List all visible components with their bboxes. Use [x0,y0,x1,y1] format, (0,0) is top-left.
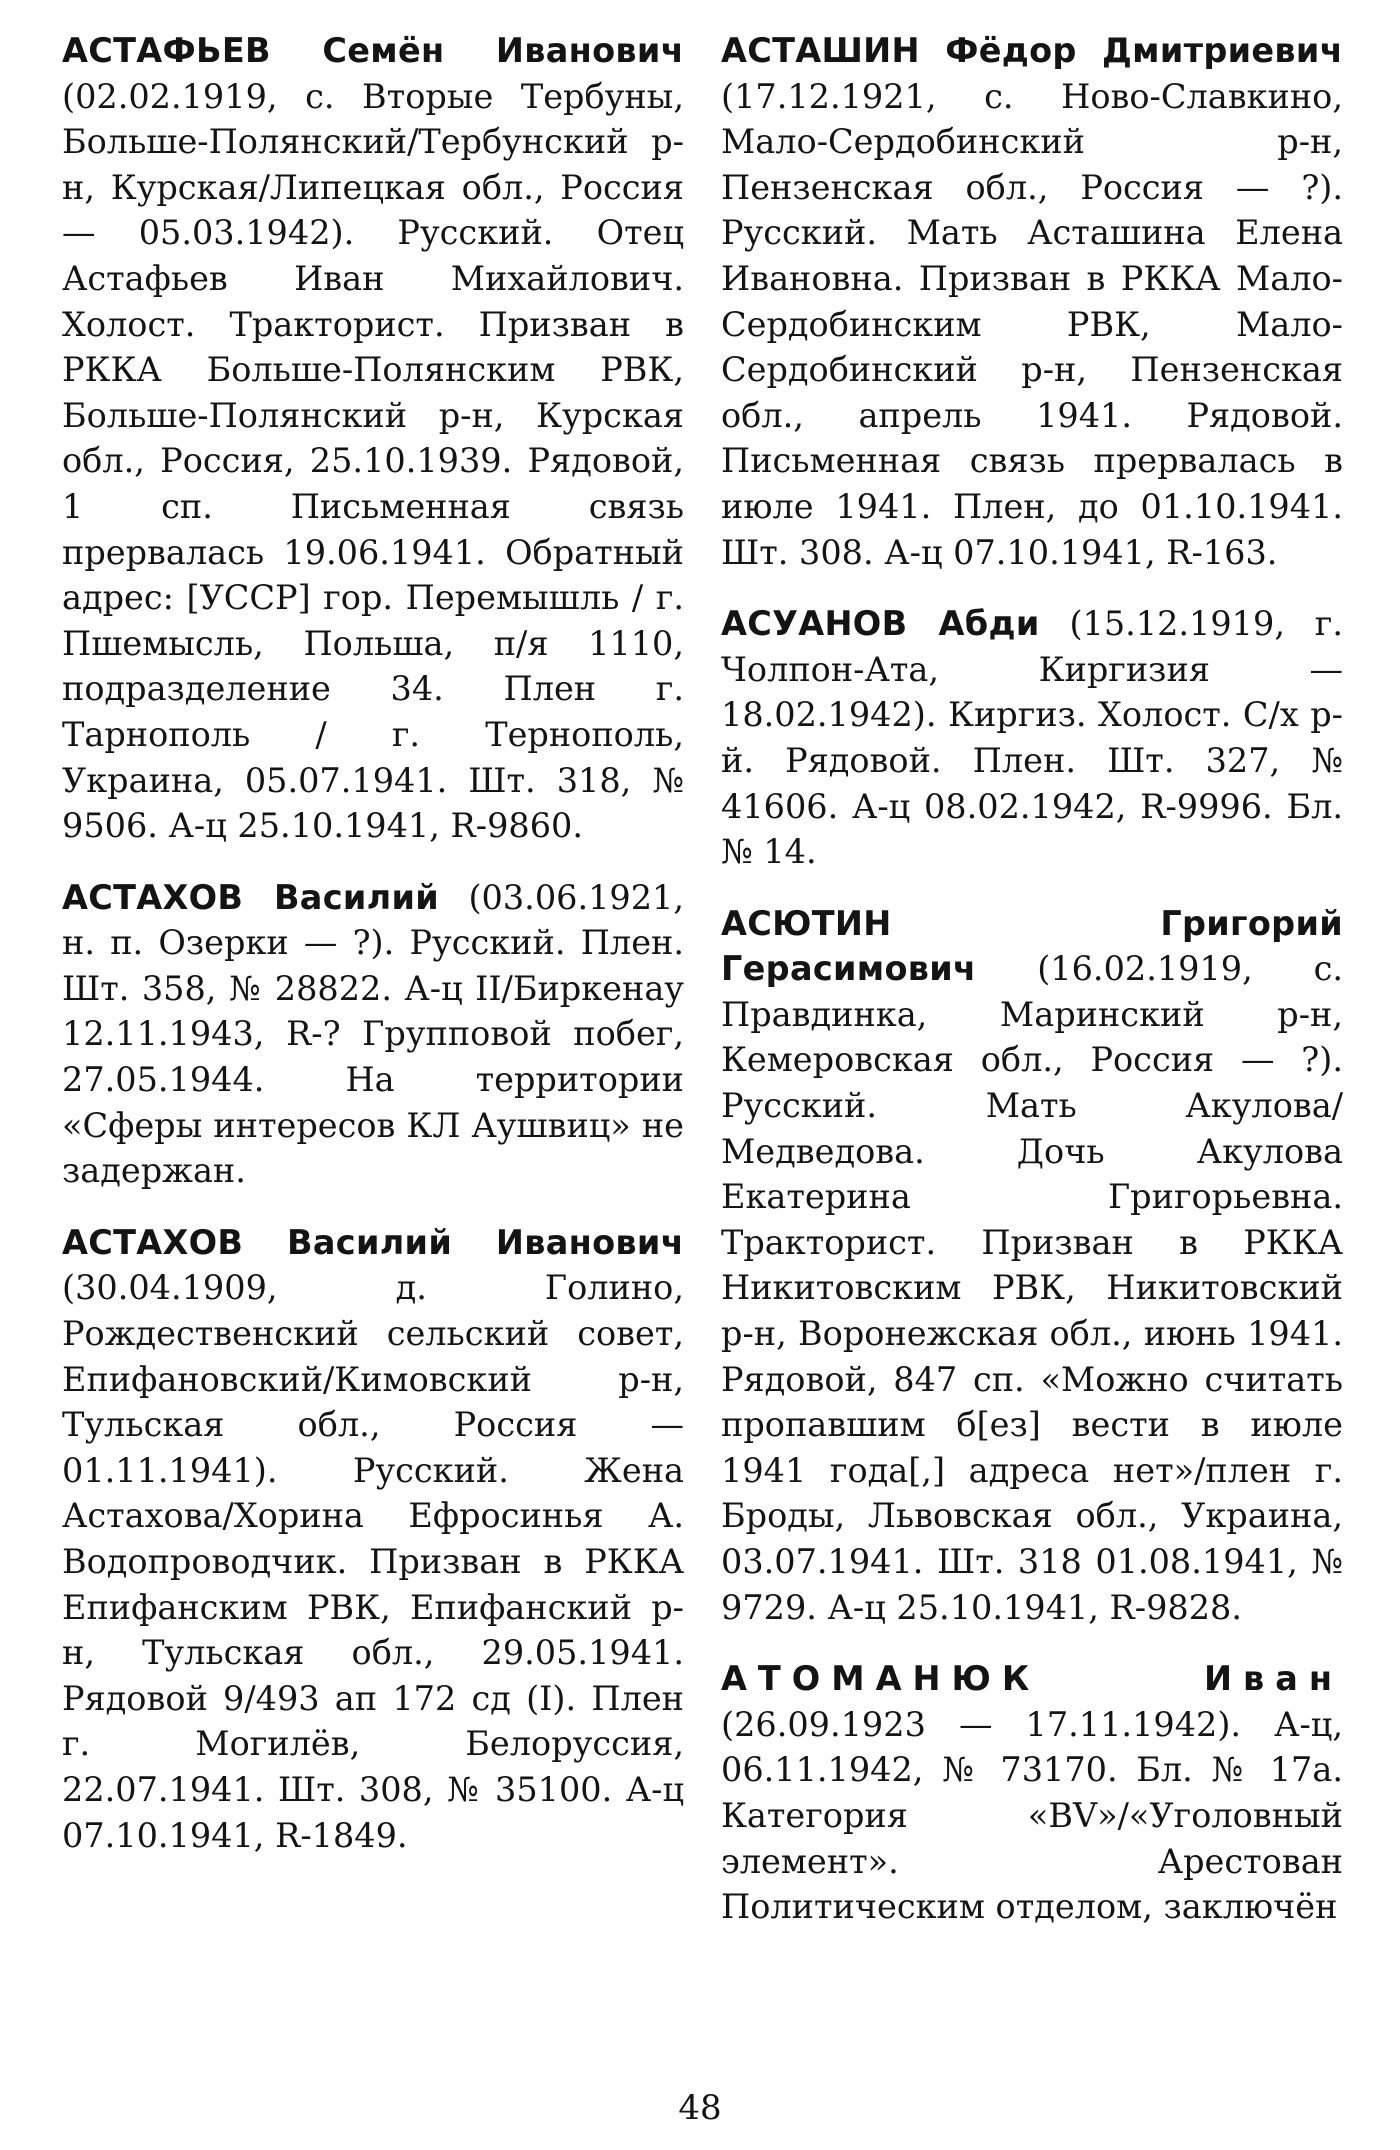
entry-astashin-fyodor [721,28,1343,575]
entry-astafyev-semyon [62,28,684,849]
entry-text: (03.06.1921, н. п. Озерки — ?). Русский. Плен. Шт. 358, № 28822. А-ц II/Биркенау 12.11.1943, R-? Групповой побег, 27.05.1944. На территории «Сферы интересов КЛ Аушвиц» не задержан. [62,877,684,1191]
entry-text: (17.12.1921, с. Ново-Славкино, Мало-Сердобинский р-н, Пензенская обл., Россия — ?). Русский. Мать Асташина Елена Ивановна. Призван в РККА Мало-Сердобинским РВК, Мало-Сердобинский р-н, Пензенская обл., апрель 1941. Рядовой. Письменная связь прервалась в июле 1941. Плен, до 01.10.1941. Шт. 308. А-ц 07.10.1941, R-163. [721,76,1343,572]
entry-text: (02.02.1919, с. Вторые Тербуны, Больше-Полянский/Тербунский р-н, Курская/Липецкая обл., Россия — 05.03.1942). Русский. Отец Астафьев Иван Михайлович. Холост. Тракторист. Призван в РККА Больше-Полянским РВК, Больше-Полянский р-н, Курская обл., Россия, 25.10.1939. Рядовой, 1 сп. Письменная связь прервалась 19.06.1941. Обратный адрес: [УССР] гор. Перемышль / г. Пшемысль, Польша, п/я 1110, подразделение 34. Плен г. Тарнополь / г. Тернополь, Украина, 05.07.1941. Шт. 318, № 9506. А-ц 25.10.1941, R-9860. [62,76,684,846]
entry-text: (30.04.1909, д. Голино, Рождественский сельский совет, Епифановский/Кимовский р-н, Тульская обл., Россия — 01.11.1941). Русский. Жена Астахова/Хорина Ефросинья А. Водопроводчик. Призван в РККА Епифанским РВК, Епифанский р-н, Тульская обл., 29.05.1941. Рядовой 9/493 ап 172 сд (I). Плен г. Могилёв, Белоруссия, 22.07.1941. Шт. 308, № 35100. А-ц 07.10.1941, R-1849. [62,1268,684,1855]
entry-atomanyuk-ivan [721,1656,1343,1930]
left-column [62,28,684,1884]
entry-text: (26.09.1923 — 17.11.1942). А-ц, 06.11.1942, № 73170. Бл. № 17а. Категория «BV»/«Уголовный элемент». Арестован Политическим отделом, заключён [721,1704,1343,1927]
entry-name: АСЮТИН Григорий Герасимович [721,903,1343,989]
entry-asyutin-grigory [721,901,1343,1631]
entry-name: АСТАХОВ Василий [62,877,440,917]
entry-text: (15.12.1919, г. Чолпон-Ата, Киргизия — 18.02.1942). Киргиз. Холост. С/х р-й. Рядовой. Плен. Шт. 327, № 41606. А-ц 08.02.1942, R-9996. Бл. № 14. [721,604,1343,872]
entry-astakhov-vasily-ivanovich [62,1220,684,1858]
page-number: 48 [678,2088,722,2128]
entry-name: АСТАХОВ Василий Иванович [62,1222,684,1262]
entry-name: АСТАФЬЕВ Семён Иванович [62,31,684,70]
entry-astakhov-vasily [62,875,684,1194]
entry-text: (16.02.1919, с. Правдинка, Маринский р-н, Кемеровская обл., Россия — ?). Русский. Мать Акулова/Медведова. Дочь Акулова Екатерина Григорьевна. Тракторист. Призван в РККА Никитовским РВК, Никитовский р-н, Воронежская обл., июнь 1941. Рядовой, 847 сп. «Можно считать пропавшим б[ез] вести в июле 1941 года[,] адреса нет»/плен г. Броды, Львовская обл., Украина, 03.07.1941. Шт. 318 01.08.1941, № 9729. А-ц 25.10.1941, R-9828. [721,949,1343,1627]
entry-name: АСТАШИН Фёдор Дмитриевич [721,31,1343,70]
right-column [721,28,1343,1956]
entry-name: АТОМАНЮК Иван [721,1659,1343,1699]
entry-asuanov-abdi [721,601,1343,875]
entry-name: АСУАНОВ Абди [721,604,1040,644]
